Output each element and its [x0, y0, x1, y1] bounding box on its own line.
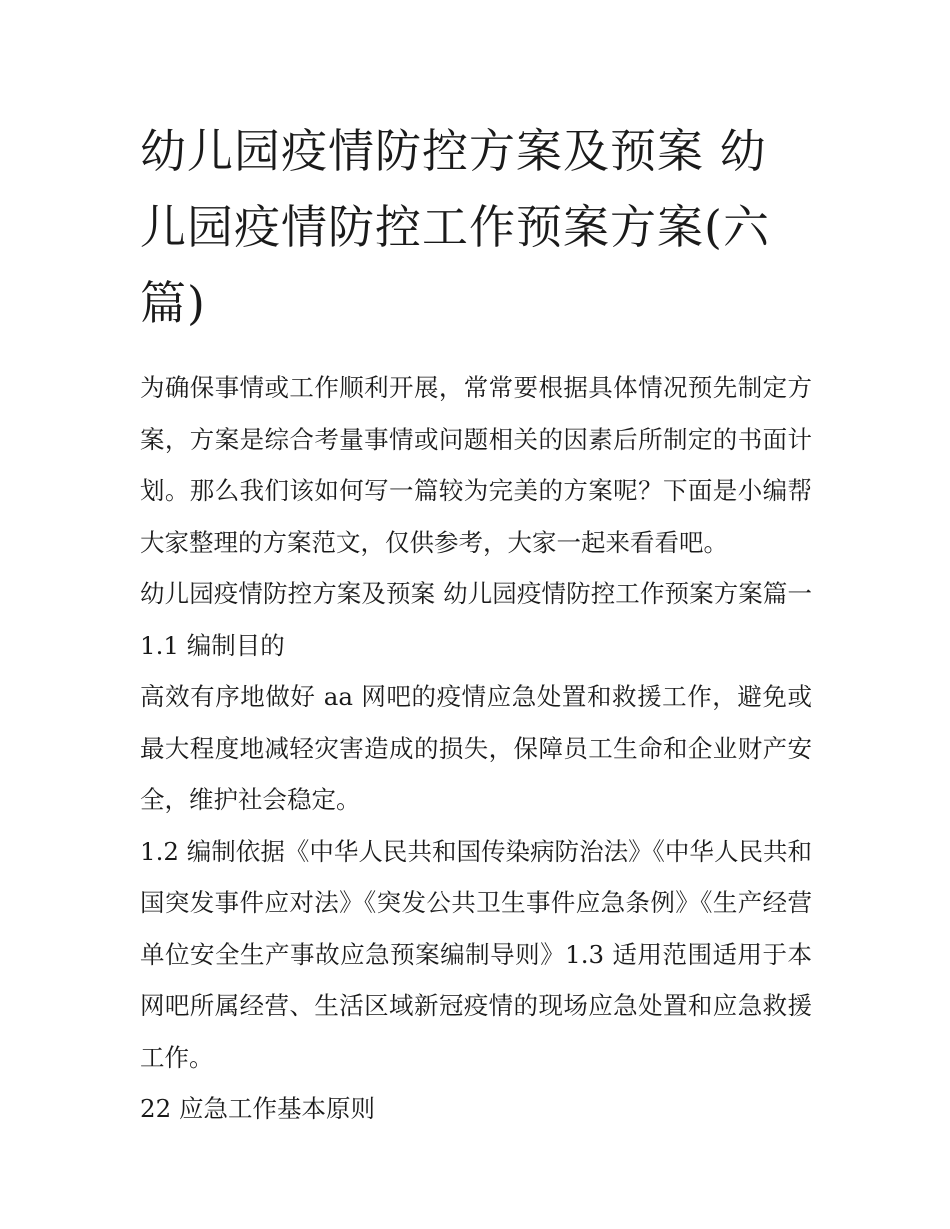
title-spacer	[140, 341, 812, 362]
intro-paragraph: 为确保事情或工作顺利开展，常常要根据具体情况预先制定方案，方案是综合考量事情或问题相关的因素后所制定的书面计划。那么我们该如何写一篇较为完美的方案呢？下面是小编帮大家整理的方案范文，仅供参考，大家一起来看看吧。	[140, 373, 812, 557]
document-body	[140, 113, 812, 1135]
section-heading-paragraph: 幼儿园疫情防控方案及预案 幼儿园疫情防控工作预案方案篇一 1.1 编制目的	[140, 579, 812, 660]
purpose-paragraph: 高效有序地做好 aa 网吧的疫情应急处置和救援工作，避免或最大程度地减轻灾害造成的损失，保障员工生命和企业财产安全，维护社会稳定。	[140, 682, 812, 814]
document-title: 幼儿园疫情防控方案及预案 幼儿园疫情防控工作预案方案(六篇)	[140, 124, 770, 330]
principles-heading-paragraph: 22 应急工作基本原则	[140, 1094, 375, 1123]
basis-scope-paragraph: 1.2 编制依据《中华人民共和国传染病防治法》《中华人民共和国突发事件应对法》《突发公共卫生事件应急条例》《生产经营单位安全生产事故应急预案编制导则》1.3 适用范围适用于本网吧所属经营、生活区域新冠疫情的现场应急处置和应急救援工作。	[140, 836, 812, 1072]
